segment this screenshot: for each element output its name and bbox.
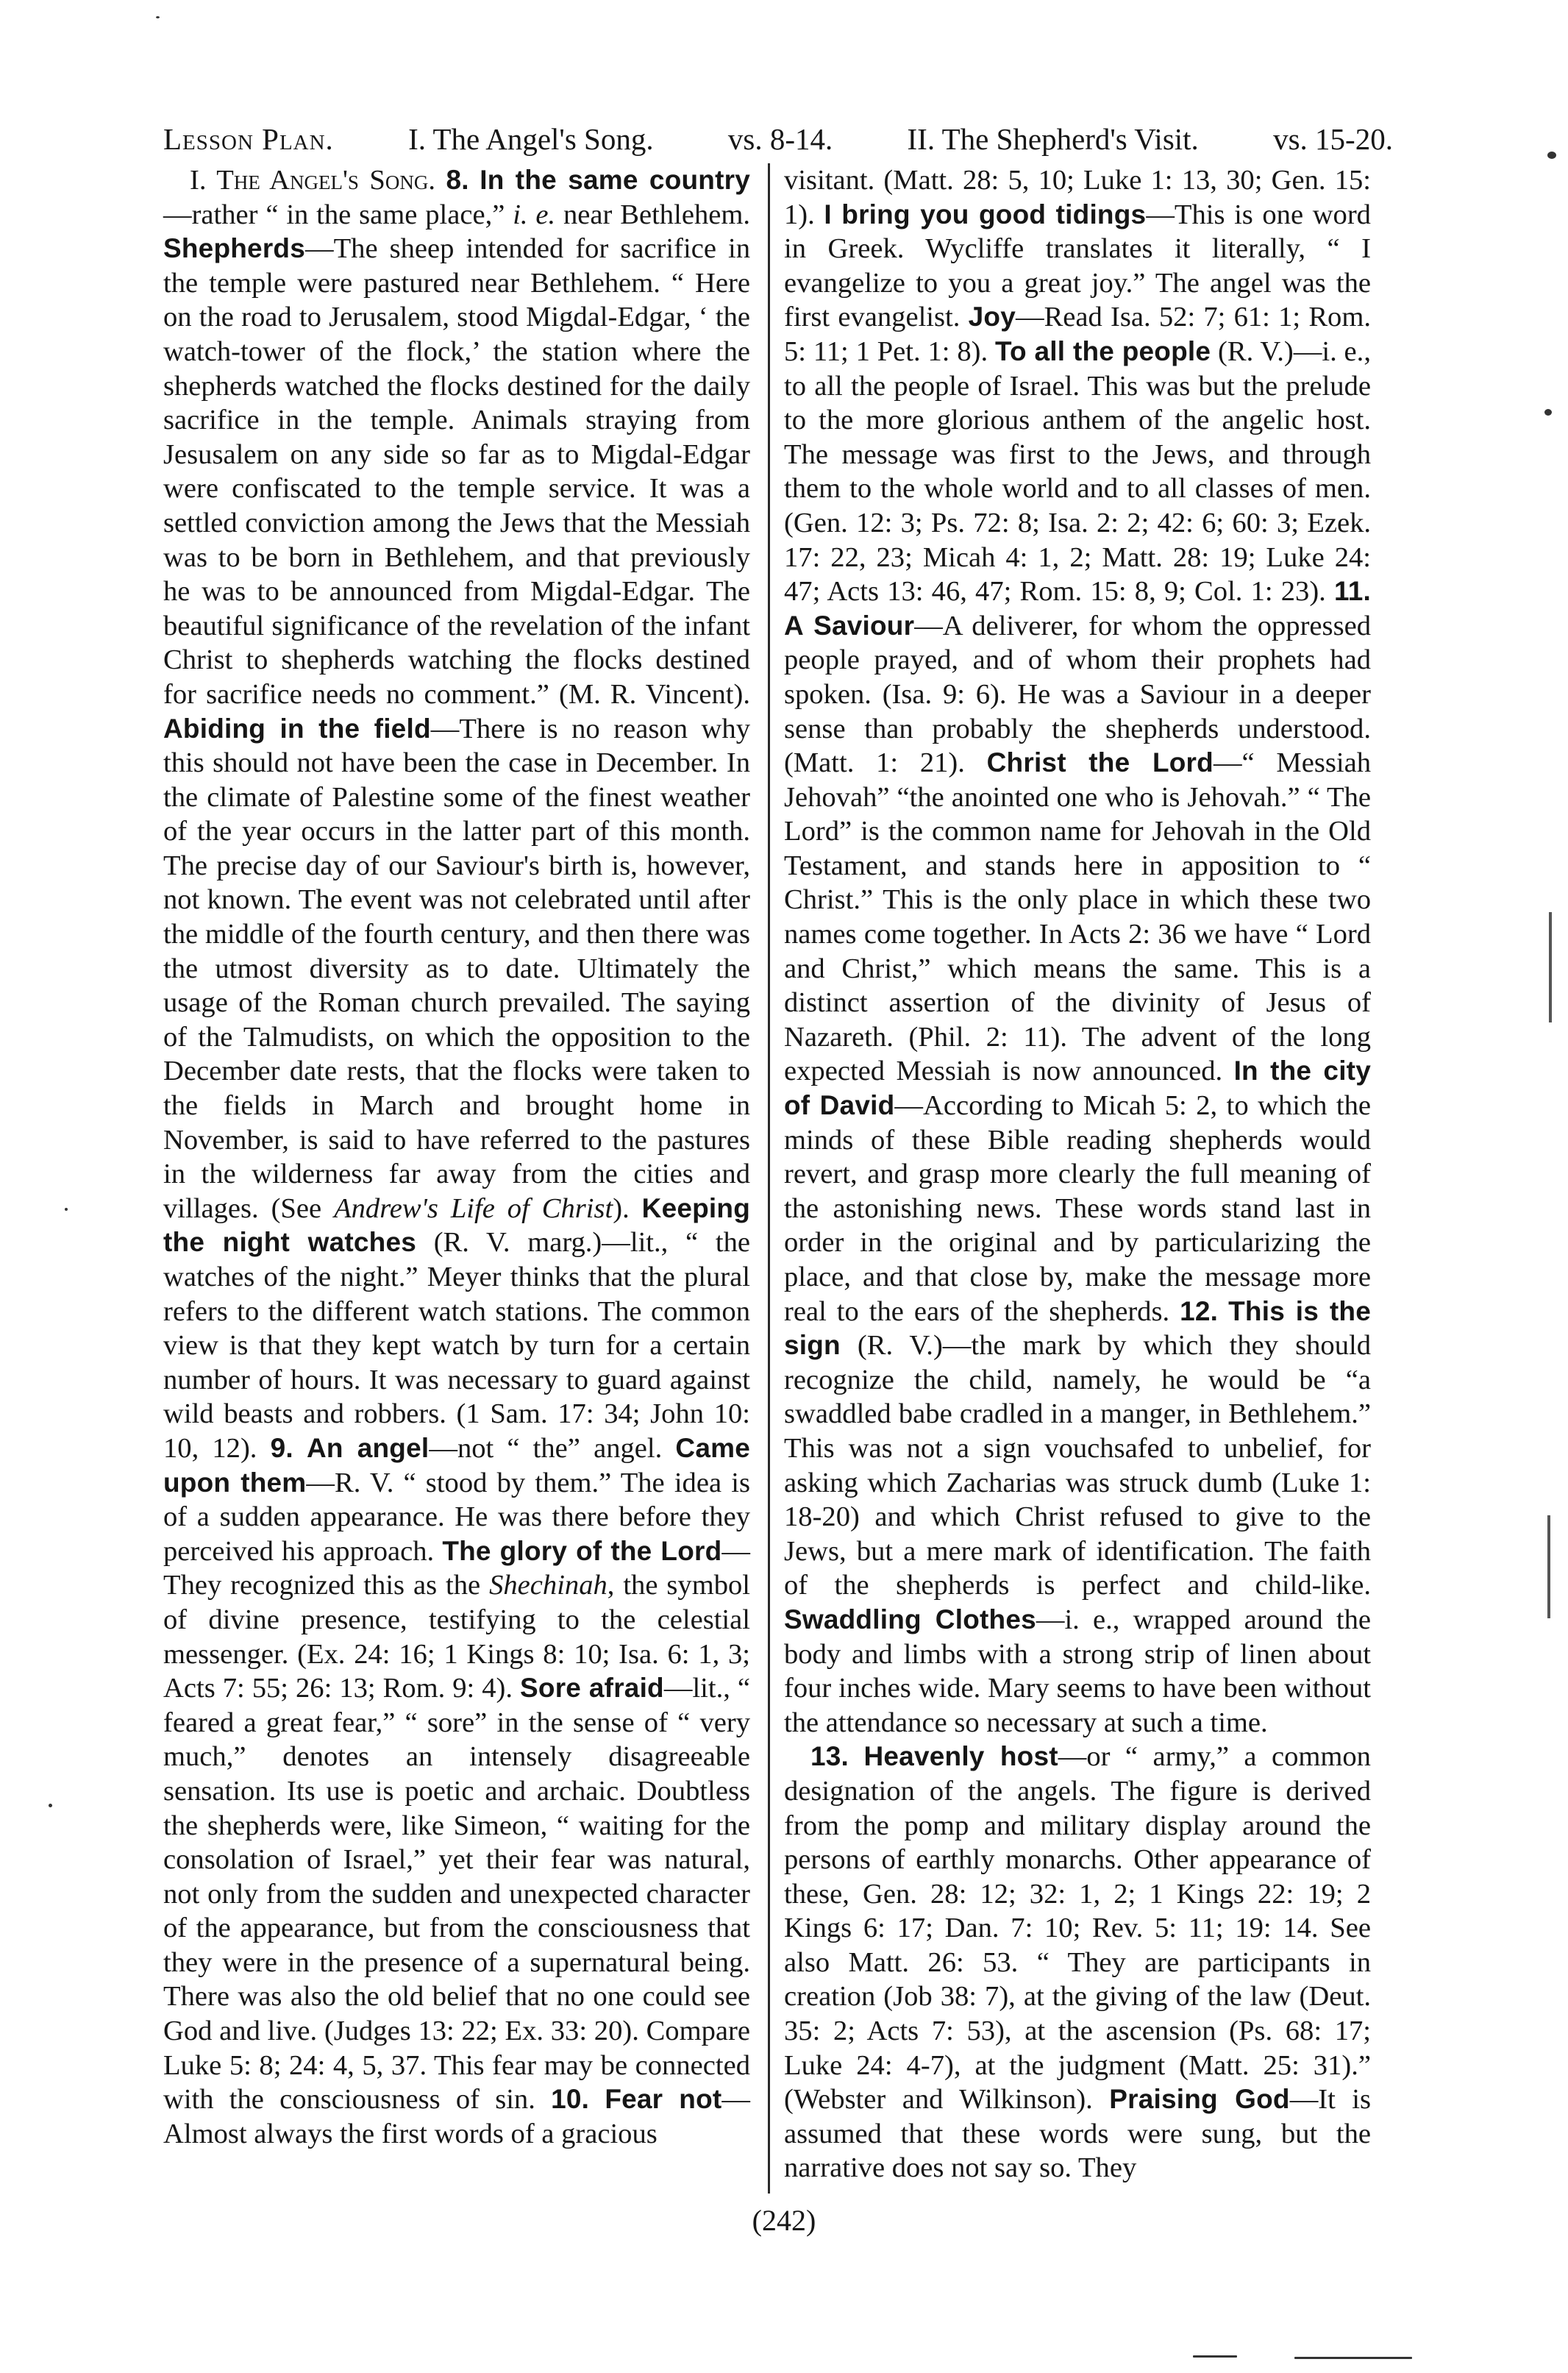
- verse-number-10: 10.: [551, 2084, 590, 2115]
- italic-ie: i. e.: [513, 199, 556, 230]
- verse-number-9: 9.: [270, 1432, 293, 1463]
- scan-speck: [156, 16, 160, 18]
- body-text: (R. V.)—i. e., to all the people of Israel. This was but the prelude to the more glorious anthem of the angelic host. The message was first to the Jews, and through them to the whole world and to all classes of men. (Gen. 12: 3; Ps. 72: 8; Isa. 2: 2; 42: 6; 60: 3; Ezek. 17: 22, 23; Micah 4: 1, 2; Matt. 28: 19; Luke 24: 47; Acts 13: 46, 47; Rom. 15: 8, 9; Col. 1: 23).: [784, 335, 1371, 608]
- body-text: —It is assumed that these words were sung, but the narrative does not say so. They: [784, 2084, 1371, 2184]
- body-text: ).: [613, 1192, 642, 1224]
- scan-speck: [65, 1208, 68, 1211]
- italic-book-title: Andrew's Life of Christ: [334, 1192, 613, 1224]
- header-part-two: II. The Shepherd's Visit.: [907, 122, 1199, 156]
- keyword-joy: Joy: [968, 302, 1016, 332]
- body-text: —There is no reason why this should not have been the case in December. In the climate of Palestine some of the finest weather of the year occurs in the latter part of this month. The precise day of our Saviour's birth is, however, not known. The event was not celebrated until after the middle of the fourth century, and then there was the utmost diversity as to date. Ultimately the usage of the Roman church prevailed. The saying of the Talmudists, on which the opposition to the December date rests, that the flocks were taken to the fields in March and brought home in November, is said to have referred to the pastures in the wilderness far away from the cities and villages. (See: [163, 713, 750, 1224]
- keyword-fear-not: Fear not: [605, 2084, 722, 2115]
- header-part-two-verses: vs. 15-20.: [1273, 122, 1393, 156]
- body-text: —R. V. “ stood by them.” The idea is of a sudden appearance. He was there before they perceived his approach.: [163, 1467, 750, 1567]
- scan-speck: [1547, 152, 1556, 159]
- scan-speck: [49, 1804, 52, 1807]
- scan-speck: [1544, 409, 1552, 416]
- body-text: —A deliverer, for whom the oppressed people prayed, and of whom their prophets had spoken. (Isa. 9: 6). He was a Saviour in a deeper sense than probably the shepherds understood. (Matt. 1: 21).: [784, 610, 1371, 779]
- body-text: —Almost always the first words of a gracious: [163, 2084, 750, 2149]
- keyword-city-of-david: In the city of David: [784, 1056, 1371, 1121]
- body-text: —i. e., wrapped around the body and limbs with a strong strip of linen about four inches wide. Mary seems to have been without the attendance so necessary at such a time.: [784, 1604, 1371, 1738]
- scan-margin-mark: [1549, 912, 1552, 1022]
- paragraph-heavenly-host: [784, 1740, 1371, 2185]
- body-text: —“ Messiah Jehovah” “the anointed one who is Jehovah.” “ The Lord” is the common name for Jehovah in the Old Testament, and stands here in apposition to “ Christ.” This is the only place in which these two names come together. In Acts 2: 36 we have “ Lord and Christ,” which means the same. This is a distinct assertion of the divinity of Jesus of Nazareth. (Phil. 2: 11). The advent of the long expected Messiah is now announced.: [784, 747, 1371, 1087]
- keyword-keeping-watches: Keeping the night watches: [163, 1192, 751, 1258]
- header-part-one: I. The Angel's Song.: [408, 122, 654, 156]
- keyword-a-saviour: A Saviour: [784, 610, 915, 641]
- body-text: —According to Micah 5: 2, to which the minds of these Bible reading shepherds would revert, and grasp more clearly the full meaning of the astonishing news. These words stand last in order in the original and by particularizing the place, and that close by, make the message more real to the ears of the shepherds.: [784, 1090, 1371, 1327]
- body-text: visitant. (Matt. 28: 5, 10; Luke 1: 13, 30; Gen. 15: 1).: [784, 165, 1371, 230]
- keyword-to-all-the-people: To all the people: [994, 335, 1211, 366]
- body-text: —This is one word in Greek. Wycliffe translates it literally, “ I evangelize to you a great joy.” The angel was the first evangelist.: [784, 199, 1371, 333]
- body-text: —They recognized this as the: [163, 1535, 750, 1601]
- body-text: (R. V.)—the mark by which they should recognize the child, namely, he would be “a swaddled babe cradled in a manger, in Bethlehem.” This was not a sign vouchsafed to unbelief, for asking which Zacharias was struck dumb (Luke 1: 18-20) and which Christ refused to give to the Jews, but a mere mark of identification. The faith of the shepherds is perfect and child-like.: [784, 1330, 1371, 1601]
- keyword-this-is-the-sign: This is the sign: [784, 1295, 1371, 1361]
- lesson-plan-header: [163, 116, 1393, 162]
- verse-number-12: 12.: [1180, 1295, 1219, 1326]
- body-text: —or “ army,” a common designation of the angels. The figure is derived from the pomp and military display around the persons of earthly monarchs. Other appearance of these, Gen. 28: 12; 32: 1, 2; 1 Kings 22: 19; 2 Kings 6: 17; Dan. 7: 10; Rev. 5: 11; 19: 14. See also Matt. 26: 53. “ They are participants in creation (Job 38: 7), at the giving of the law (Deut. 35: 2; Acts 7: 53), at the ascension (Ps. 68: 17; Luke 24: 4-7), at the judgment (Matt. 25: 31).” (Webster and Wilkinson).: [784, 1741, 1371, 2116]
- body-text: near Bethlehem.: [555, 199, 751, 230]
- body-text: , the symbol of divine presence, testifying to the celestial messenger. (Ex. 24: 16; 1 Kings 8: 10; Isa. 6: 1, 3; Acts 7: 55; 26: 13; Rom. 9: 4).: [163, 1570, 750, 1704]
- verse-number-8: 8.: [446, 165, 469, 195]
- scan-margin-mark: [1547, 1515, 1550, 1618]
- verse-number-11: 11.: [1334, 576, 1371, 607]
- header-part-one-verses: vs. 8-14.: [727, 122, 833, 156]
- keyword-praising-god: Praising God: [1109, 2084, 1290, 2115]
- keyword-shepherds: Shepherds: [163, 233, 306, 264]
- keyword-sore-afraid: Sore afraid: [520, 1673, 664, 1704]
- header-lesson-plan: Lesson Plan.: [163, 122, 334, 156]
- right-column: [784, 163, 1371, 2185]
- section-heading-angels-song: I. The Angel's Song.: [190, 165, 436, 196]
- keyword-glory-of-the-lord: The glory of the Lord: [442, 1535, 722, 1566]
- keyword-came-upon-them: Came upon them: [163, 1432, 750, 1498]
- verse-number-13: 13.: [810, 1741, 849, 1772]
- body-text: —not “ the” angel.: [429, 1432, 676, 1464]
- paragraph-angels-song: [163, 163, 750, 2151]
- page-number: (242): [752, 2204, 816, 2237]
- keyword-abiding-in-the-field: Abiding in the field: [163, 713, 431, 744]
- keyword-swaddling-clothes: Swaddling Clothes: [784, 1604, 1036, 1634]
- keyword-christ-the-lord: Christ the Lord: [986, 747, 1214, 778]
- body-text: —The sheep intended for sacrifice in the temple were pastured near Bethlehem. “ Here on the road to Jerusalem, stood Migdal-Edgar, ‘ the watch-tower of the flock,’ the station where the shepherds watched the flocks destined for the daily sacrifice in the temple. Animals straying from Jesusalem on any side so far as to Migdal-Edgar were confiscated to the temple service. It was a settled conviction among the Jews that the Messiah was to be born in Bethlehem, and that previously he was to be announced from Migdal-Edgar. The beautiful significance of the revelation of the infant Christ to shepherds watching the flocks destined for sacrifice needs no comment.” (M. R. Vincent).: [163, 233, 750, 710]
- body-text: —Read Isa. 52: 7; 61: 1; Rom. 5: 11; 1 Pet. 1: 8).: [784, 302, 1372, 367]
- body-text: (R. V. marg.)—lit., “ the watches of the night.” Meyer thinks that the plural refers to the different watch stations. The common view is that they kept watch by turn for a certain number of hours. It was necessary to guard against wild beasts and robbers. (1 Sam. 17: 34; John 10: 10, 12).: [163, 1227, 750, 1464]
- left-column: [163, 163, 750, 2151]
- paragraph-continued: [784, 163, 1371, 1740]
- keyword-an-angel: An angel: [307, 1432, 430, 1463]
- scan-speck: [1193, 2355, 1237, 2358]
- column-divider: [768, 163, 770, 2194]
- keyword-heavenly-host: Heavenly host: [863, 1741, 1058, 1772]
- keyword-same-country: In the same country: [480, 165, 750, 195]
- italic-shechinah: Shechinah: [489, 1570, 607, 1601]
- keyword-good-tidings: I bring you good tidings: [824, 199, 1147, 230]
- scan-speck: [1294, 2357, 1412, 2359]
- body-text: —lit., “ feared a great fear,” “ sore” in the sense of “ very much,” denotes an intensely disagreeable sensation. Its use is poetic and archaic. Doubtless the shepherds were, like Simeon, “ waiting for the consolation of Israel,” yet their fear was natural, not only from the sudden and unexpected character of the appearance, but from the consciousness that they were in the presence of a supernatural being. There was also the old belief that no one could see God and live. (Judges 13: 22; Ex. 33: 20). Compare Luke 5: 8; 24: 4, 5, 37. This fear may be connected with the consciousness of sin.: [163, 1673, 750, 2116]
- body-text: —rather “ in the same place,”: [163, 199, 513, 230]
